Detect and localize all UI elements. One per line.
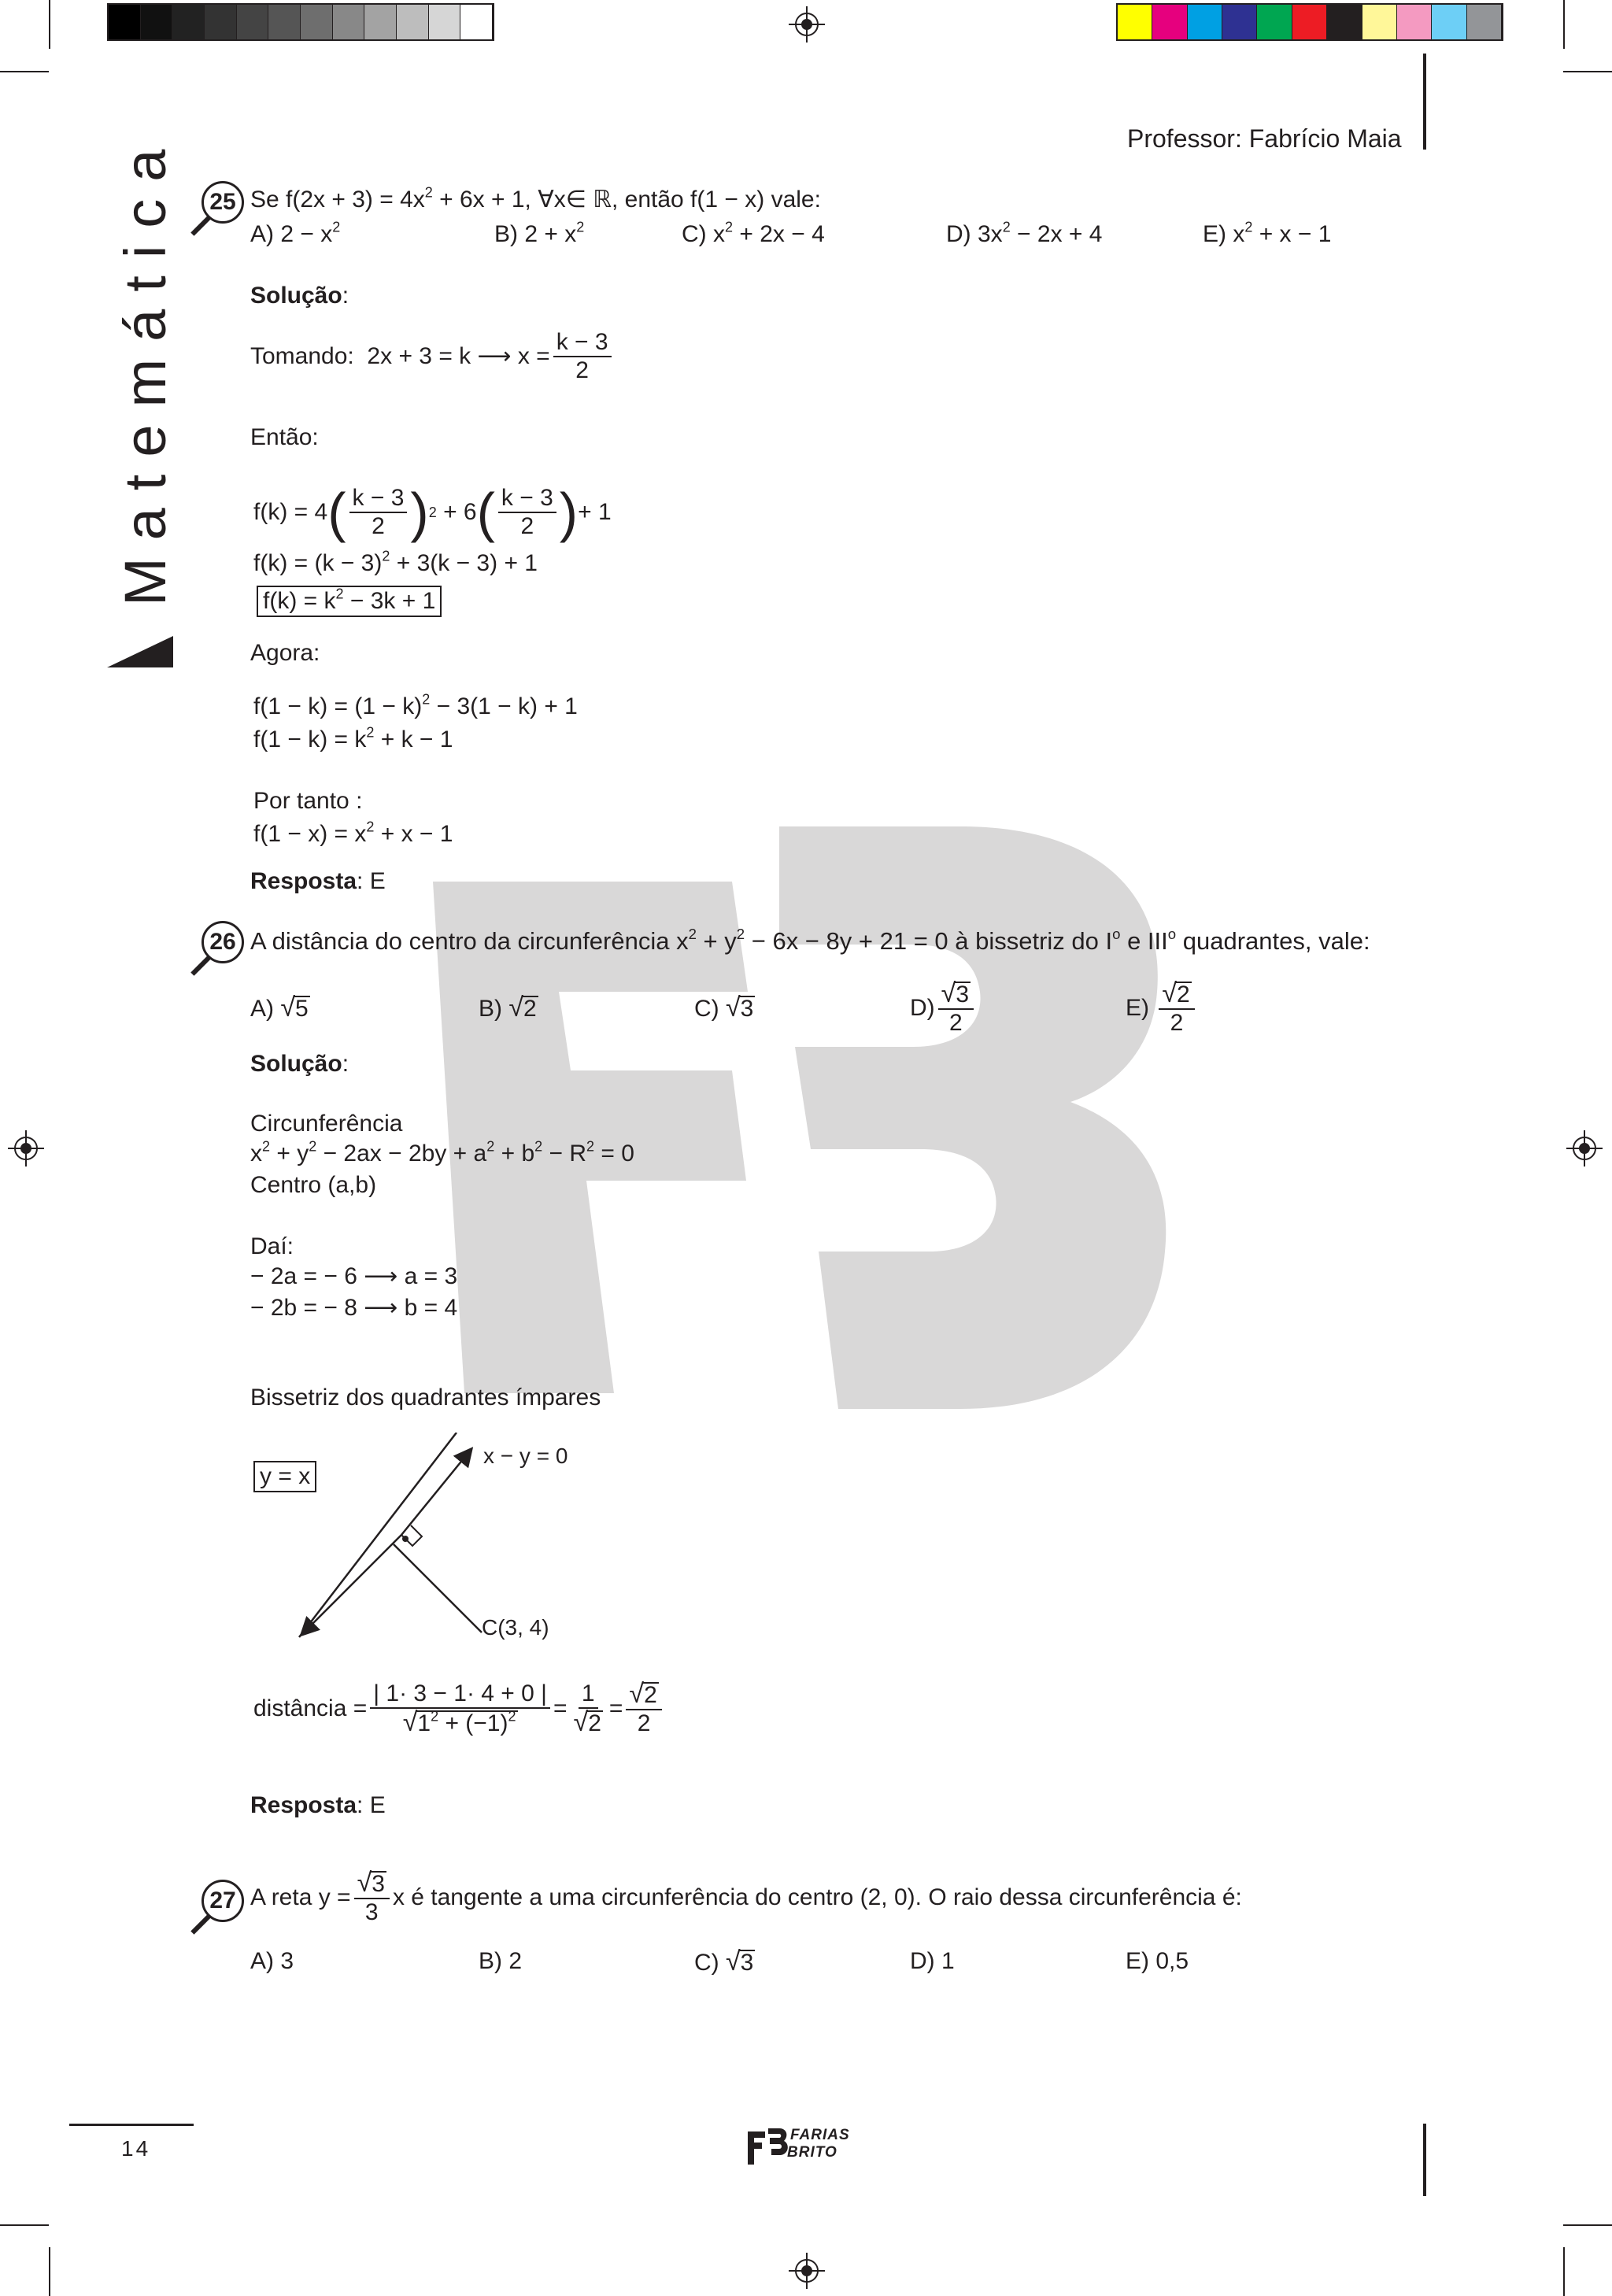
q26-option-a: A) √5 [250, 993, 309, 1022]
bisector-line [299, 1433, 457, 1637]
q25-option-b: B) $2 + x^2$ [494, 219, 585, 247]
q25-answer: Resposta: E [250, 868, 386, 894]
q27-statement: A reta y = $\frac{√3}{3}$ x é tangente a uma circunferência do centro (2, 0). O raio dessa circunferência é: [250, 1868, 1242, 1925]
question-number-26: 26 [202, 921, 244, 963]
q26-distance-formula: distância = $\frac{| 1\cdot 3 - 1\cdot 4 + 0 |}{√1^2 + (-1)^2}$ = $\frac{1}{√2}$ = $\frac{√2}{2}$ [253, 1666, 665, 1752]
subject-label-vertical: Matemática [113, 131, 178, 606]
color-swatch [1292, 5, 1327, 39]
q25-option-c: C) $x^2 + 2x - 4$ [682, 219, 825, 247]
professor-name: Professor: Fabrício Maia [1127, 124, 1402, 153]
q25-conclusion: $f(1 - x) = x^2 + x - 1$ [253, 819, 453, 847]
color-swatch [268, 5, 301, 39]
q26-circ-title: Circunferência [250, 1111, 403, 1137]
crop-mark [0, 71, 49, 72]
q25-tomando: Tomando: 2x + 3 = k ⟶ x = $\frac{k - 3}{2}$ [250, 321, 615, 392]
magnifier-handle-icon [190, 956, 210, 975]
page-number: 14 [121, 2136, 151, 2161]
q26-circ-equation: $x^2 + y^2 - 2ax - 2by + a^2 + b^2 - R^2 = 0$ [250, 1138, 634, 1166]
color-swatch [397, 5, 429, 39]
fb-watermark-logo [409, 811, 1189, 1409]
right-angle-marker [401, 1525, 422, 1546]
q25-solution-heading: Solução: [250, 283, 349, 309]
color-swatch [364, 5, 397, 39]
color-bar [1116, 3, 1503, 38]
q25-entao: Então: [250, 424, 319, 450]
color-swatch [301, 5, 333, 39]
farias-brito-logo [748, 2127, 871, 2166]
crop-mark [1563, 0, 1565, 49]
q26-point-label: C(3, 4) [482, 1615, 549, 1640]
magnifier-handle-icon [190, 1914, 210, 1934]
color-swatch [141, 5, 173, 39]
q25-option-d: D) $3x^2 - 2x + 4$ [946, 219, 1103, 247]
color-swatch [1467, 5, 1502, 39]
registration-mark-right [1566, 1130, 1603, 1166]
color-swatch [172, 5, 205, 39]
question-number-25: 25 [202, 181, 244, 224]
q26-yx-box: y = x [253, 1461, 316, 1492]
q25-fk-result-box: $f(k) = k^2 - 3k + 1$ [257, 586, 442, 617]
crop-mark [49, 0, 50, 49]
color-swatch [205, 5, 237, 39]
right-angle-dot [402, 1536, 409, 1542]
registration-mark-top [789, 6, 825, 43]
color-swatch [1397, 5, 1432, 39]
color-swatch [1152, 5, 1187, 39]
registration-mark-bottom [789, 2253, 825, 2289]
q26-answer: Resposta: E [250, 1792, 386, 1818]
header-rule [1423, 54, 1426, 150]
q27-option-c: C) √3 [694, 1947, 754, 1976]
q26-option-b: B) √2 [479, 993, 537, 1022]
q25-fk-line2: $f(k) = (k - 3)^2 + 3(k - 3) + 1$ [253, 548, 538, 576]
color-swatch [1327, 5, 1362, 39]
fb-logo-icon [748, 2128, 789, 2165]
crop-mark [1563, 71, 1612, 72]
crop-mark [1563, 2224, 1612, 2226]
color-swatch [460, 5, 493, 39]
q26-eq-a: − 2a = − 6 ⟶ a = 3 [250, 1263, 458, 1289]
q27-option-e: E) 0,5 [1126, 1948, 1189, 1974]
subject-triangle-icon [107, 636, 173, 667]
crop-mark [0, 2224, 49, 2226]
q25-agora: Agora: [250, 640, 320, 666]
q25-statement: Se $f(2x + 3) = 4x^2 + 6x + 1$, ∀x∈ ℝ, então f(1 − x) vale: [250, 184, 821, 213]
q25-fk-line1: f(k) = 4 ( $\frac{k - 3}{2}$ ) 2 + 6 ( $\frac{k - 3}{2}$ ) + 1 [253, 482, 612, 543]
color-swatch [1188, 5, 1222, 39]
q26-dai: Daí: [250, 1233, 294, 1259]
perpendicular-line [394, 1544, 482, 1632]
q26-centro: Centro (a,b) [250, 1172, 377, 1198]
q26-solution-heading: Solução: [250, 1051, 349, 1077]
q25-portanto: Por tanto : [253, 788, 363, 814]
color-swatch [1222, 5, 1257, 39]
q25-f1k-line1: $f(1 - k) = (1 - k)^2 - 3(1 - k) + 1$ [253, 691, 578, 719]
q26-option-e: E) $\frac{√2}{2}$ [1126, 973, 1198, 1044]
q25-f1k-line2: $f(1 - k) = k^2 + k - 1$ [253, 724, 453, 752]
q27-option-b: B) 2 [479, 1948, 523, 1974]
q26-option-d: D) $\frac{√3}{2}$ [910, 973, 977, 1044]
q26-option-c: C) √3 [694, 993, 754, 1022]
q26-line-label: x − y = 0 [483, 1444, 568, 1468]
crop-mark [49, 2247, 50, 2296]
q27-option-a: A) 3 [250, 1948, 294, 1974]
footer-vertical-rule [1423, 2124, 1426, 2196]
footer-rule [69, 2124, 194, 2126]
q26-statement: A distância do centro da circunferência $x^2 + y^2 - 6x - 8y + 21 = 0$ à bissetriz do $I^o$ e III$^o$ quadrantes, vale: [250, 925, 1370, 955]
color-swatch [237, 5, 269, 39]
color-swatch [109, 5, 141, 39]
bisector-line-down [302, 1535, 401, 1634]
magnifier-handle-icon [190, 216, 210, 235]
q25-option-e: E) $x^2 + x - 1$ [1203, 219, 1332, 247]
color-swatch [1257, 5, 1292, 39]
crop-mark [1563, 2247, 1565, 2296]
q25-option-a: A) $2 - x^2$ [250, 219, 341, 247]
question-number-27: 27 [202, 1880, 244, 1922]
color-swatch [1362, 5, 1397, 39]
q26-eq-b: − 2b = − 8 ⟶ b = 4 [250, 1295, 458, 1321]
q27-option-d: D) 1 [910, 1948, 955, 1974]
registration-mark-left [8, 1130, 44, 1166]
logo-text-bottom: BRITO [787, 2144, 837, 2161]
q26-bissetriz: Bissetriz dos quadrantes ímpares [250, 1385, 601, 1411]
color-swatch [1118, 5, 1152, 39]
color-swatch [429, 5, 461, 39]
grayscale-bar [107, 3, 494, 38]
color-swatch [1432, 5, 1466, 39]
color-swatch [333, 5, 365, 39]
logo-text-top: FARIAS [790, 2127, 850, 2143]
bisector-line-up [401, 1450, 471, 1535]
